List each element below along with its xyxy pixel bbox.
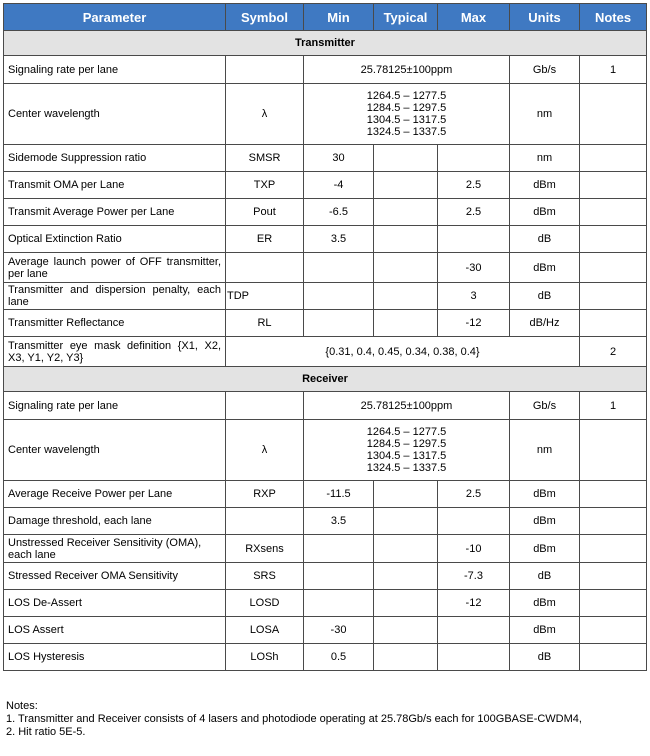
table-row [4,199,647,226]
table-row [4,563,647,590]
param-cell: Center wavelength [4,84,226,145]
header-max: Max [438,4,510,31]
symbol-cell: TDP [226,283,304,310]
value-cell: 25.78125±100ppm [304,56,510,84]
param-cell: LOS Assert [4,617,226,644]
typical-cell [374,145,438,172]
symbol-cell: LOSD [226,590,304,617]
param-cell: Center wavelength [4,420,226,481]
min-cell: 0.5 [304,644,374,671]
min-cell: -30 [304,617,374,644]
min-cell: 3.5 [304,226,374,253]
max-cell [438,644,510,671]
notes-cell [580,84,647,145]
notes-cell: 1 [580,56,647,84]
units-cell: dB [510,644,580,671]
units-cell: dBm [510,508,580,535]
notes-cell [580,535,647,563]
max-cell [438,617,510,644]
table-row [4,617,647,644]
typical-cell [374,617,438,644]
param-cell: Sidemode Suppression ratio [4,145,226,172]
wavelength-cell [304,84,510,145]
param-cell: Signaling rate per lane [4,392,226,420]
typical-cell [374,226,438,253]
symbol-cell [226,508,304,535]
param-cell: LOS De-Assert [4,590,226,617]
notes-cell [580,283,647,310]
notes-cell [580,253,647,283]
param-cell: Unstressed Receiver Sensitivity (OMA), each lane [4,535,226,563]
min-cell: 3.5 [304,508,374,535]
table-row [4,420,647,481]
symbol-cell: ER [226,226,304,253]
table-row [4,283,647,310]
notes-cell [580,199,647,226]
max-cell: -30 [438,253,510,283]
min-cell [304,590,374,617]
units-cell: nm [510,84,580,145]
section-receiver [4,367,647,392]
table-row [4,56,647,84]
units-cell: dB/Hz [510,310,580,337]
typical-cell [374,199,438,226]
param-cell: Average launch power of OFF transmitter, per lane [4,253,226,283]
notes-cell [580,481,647,508]
symbol-cell: RL [226,310,304,337]
min-cell: -11.5 [304,481,374,508]
param-cell: Transmitter Reflectance [4,310,226,337]
units-cell: dB [510,563,580,590]
notes-cell [580,172,647,199]
units-cell: Gb/s [510,392,580,420]
header-typical: Typical [374,4,438,31]
table-row [4,392,647,420]
symbol-cell: λ [226,84,304,145]
units-cell: dBm [510,253,580,283]
max-cell [438,226,510,253]
typical-cell [374,253,438,283]
typical-cell [374,508,438,535]
notes-cell [580,145,647,172]
min-cell [304,310,374,337]
param-cell: Optical Extinction Ratio [4,226,226,253]
typical-cell [374,172,438,199]
param-cell: Transmit OMA per Lane [4,172,226,199]
value-cell: {0.31, 0.4, 0.45, 0.34, 0.38, 0.4} [226,337,580,367]
notes-cell [580,590,647,617]
param-cell: LOS Hysteresis [4,644,226,671]
notes-cell: 1 [580,392,647,420]
units-cell: dB [510,283,580,310]
table-row [4,590,647,617]
symbol-cell [226,56,304,84]
notes-cell [580,226,647,253]
note-item: 2. Hit ratio 5E-5. [6,726,86,738]
max-cell: -10 [438,535,510,563]
min-cell [304,563,374,590]
min-cell [304,535,374,563]
param-cell: Transmitter and dispersion penalty, each lane [4,283,226,310]
typical-cell [374,310,438,337]
max-cell: -12 [438,310,510,337]
specifications-table [3,3,647,671]
table-row [4,145,647,172]
max-cell: 3 [438,283,510,310]
table-row [4,481,647,508]
symbol-cell: λ [226,420,304,481]
wavelength-range: 1304.5 – 1317.5 [366,450,447,462]
header-row [4,4,647,31]
symbol-cell [226,392,304,420]
notes-cell [580,563,647,590]
param-cell: Damage threshold, each lane [4,508,226,535]
min-cell: -6.5 [304,199,374,226]
section-title: Receiver [4,367,647,392]
section-title: Transmitter [4,31,647,56]
typical-cell [374,283,438,310]
note-item: 1. Transmitter and Receiver consists of 4 lasers and photodiode operating at 25.78Gb/s each for 100GBASE-CWDM4, [6,713,582,725]
notes-section [6,700,582,739]
notes-cell [580,508,647,535]
table-row [4,172,647,199]
typical-cell [374,644,438,671]
header-symbol: Symbol [226,4,304,31]
symbol-cell: RXsens [226,535,304,563]
max-cell: 2.5 [438,199,510,226]
typical-cell [374,481,438,508]
table-row [4,253,647,283]
min-cell [304,253,374,283]
min-cell [304,283,374,310]
units-cell: dBm [510,535,580,563]
wavelength-range: 1284.5 – 1297.5 [366,102,447,114]
max-cell: -7.3 [438,563,510,590]
units-cell: dBm [510,172,580,199]
notes-cell [580,310,647,337]
min-cell: 30 [304,145,374,172]
symbol-cell: LOSh [226,644,304,671]
table-row [4,84,647,145]
param-cell: Transmitter eye mask definition {X1, X2, X3, Y1, Y2, Y3} [4,337,226,367]
table-row [4,508,647,535]
units-cell: dBm [510,199,580,226]
units-cell: Gb/s [510,56,580,84]
notes-cell [580,644,647,671]
symbol-cell: SMSR [226,145,304,172]
table-row [4,337,647,367]
wavelength-range: 1304.5 – 1317.5 [366,114,447,126]
wavelength-range: 1264.5 – 1277.5 [366,426,447,438]
section-transmitter [4,31,647,56]
header-units: Units [510,4,580,31]
max-cell: 2.5 [438,172,510,199]
wavelength-cell [304,420,510,481]
table-row [4,644,647,671]
symbol-cell [226,253,304,283]
symbol-cell: SRS [226,563,304,590]
param-cell: Average Receive Power per Lane [4,481,226,508]
max-cell: 2.5 [438,481,510,508]
wavelength-range: 1284.5 – 1297.5 [366,438,447,450]
typical-cell [374,535,438,563]
symbol-cell: RXP [226,481,304,508]
symbol-cell: TXP [226,172,304,199]
table-row [4,310,647,337]
max-cell [438,145,510,172]
wavelength-range: 1264.5 – 1277.5 [366,90,447,102]
param-cell: Transmit Average Power per Lane [4,199,226,226]
typical-cell [374,590,438,617]
typical-cell [374,563,438,590]
units-cell: dBm [510,617,580,644]
units-cell: nm [510,145,580,172]
units-cell: dBm [510,590,580,617]
symbol-cell: LOSA [226,617,304,644]
symbol-cell: Pout [226,199,304,226]
notes-cell [580,617,647,644]
header-min: Min [304,4,374,31]
wavelength-range: 1324.5 – 1337.5 [366,462,447,474]
header-parameter: Parameter [4,4,226,31]
value-cell: 25.78125±100ppm [304,392,510,420]
units-cell: dB [510,226,580,253]
param-cell: Signaling rate per lane [4,56,226,84]
units-cell: dBm [510,481,580,508]
max-cell: -12 [438,590,510,617]
notes-title: Notes: [6,700,38,712]
units-cell: nm [510,420,580,481]
table-row [4,226,647,253]
max-cell [438,508,510,535]
min-cell: -4 [304,172,374,199]
table-row [4,535,647,563]
notes-cell [580,420,647,481]
param-cell: Stressed Receiver OMA Sensitivity [4,563,226,590]
notes-cell: 2 [580,337,647,367]
wavelength-range: 1324.5 – 1337.5 [366,126,447,138]
header-notes: Notes [580,4,647,31]
